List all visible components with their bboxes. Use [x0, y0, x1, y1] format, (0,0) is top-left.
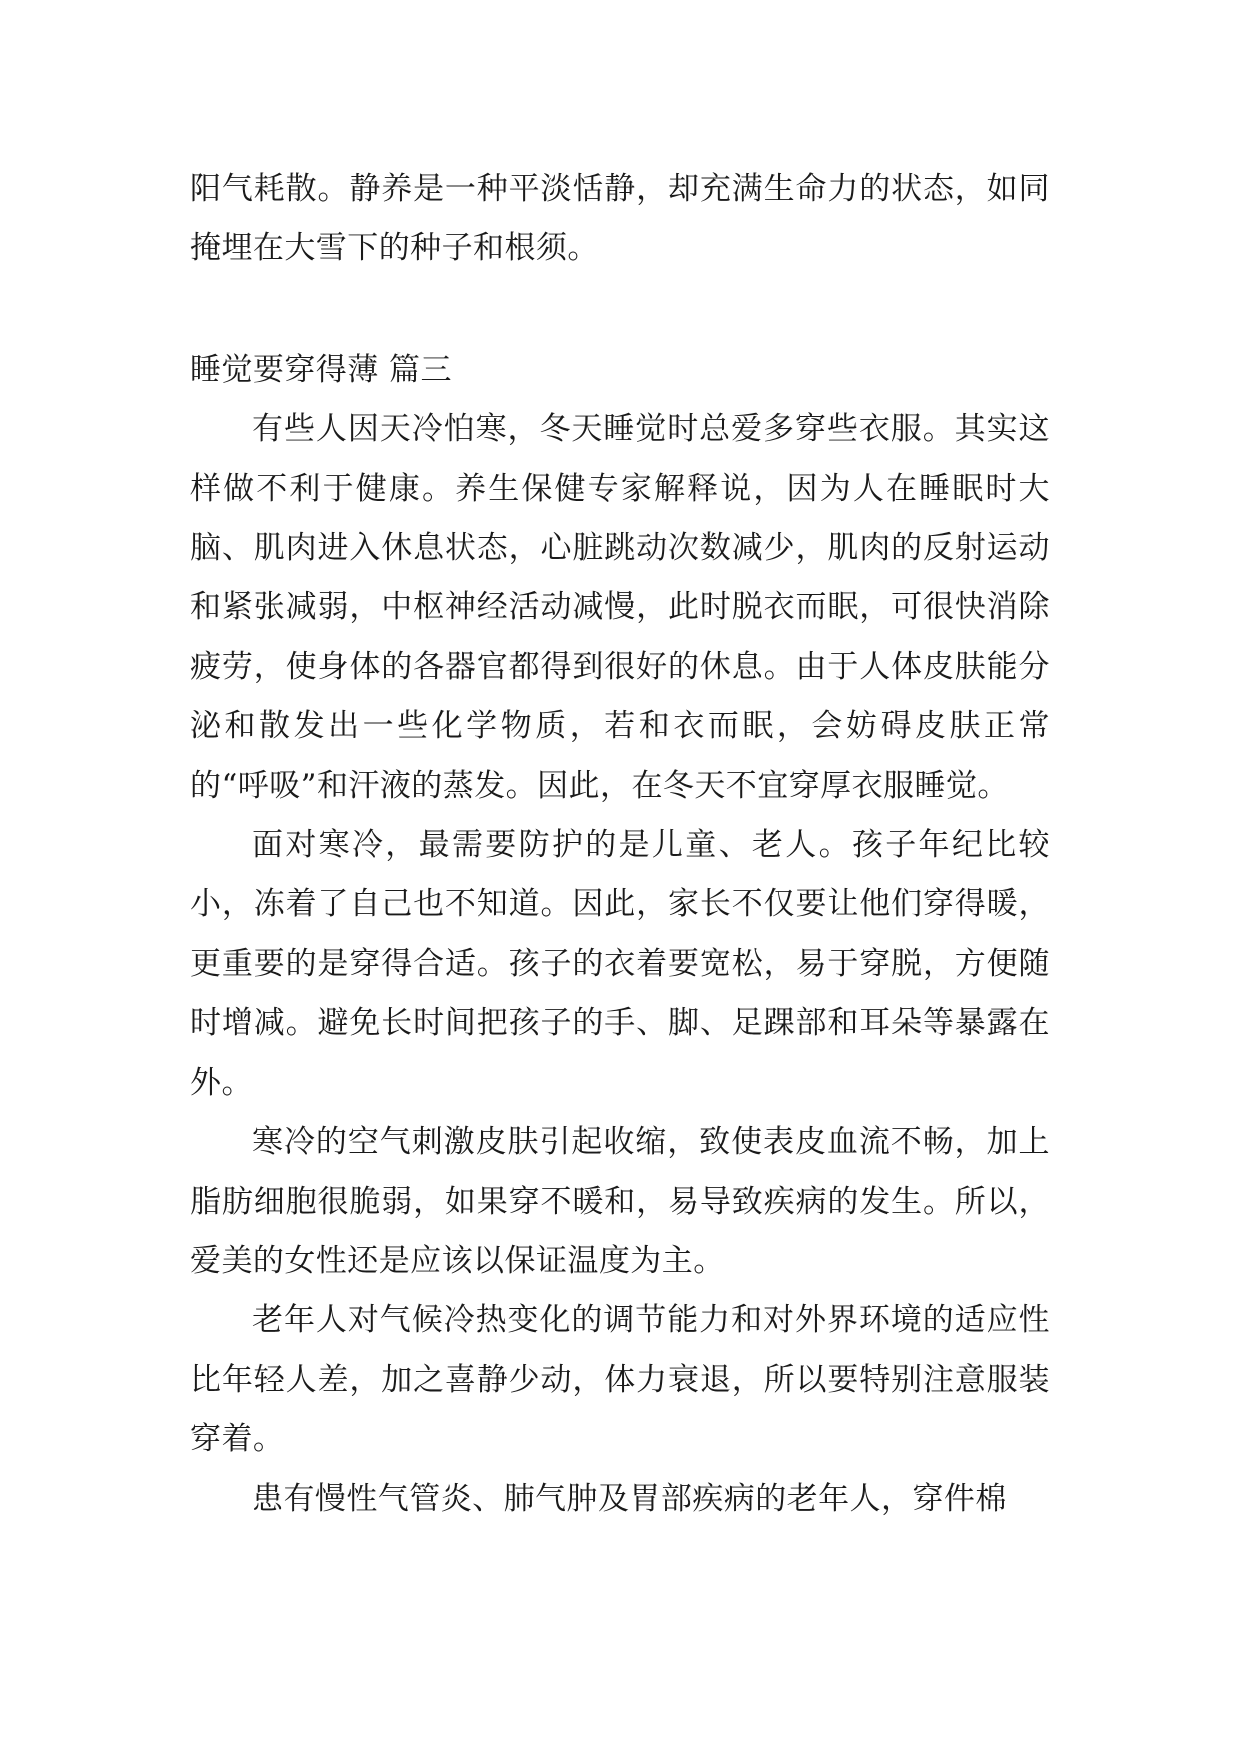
paragraph-children-protection: 面对寒冷，最需要防护的是儿童、老人。孩子年纪比较小，冻着了自己也不知道。因此，家长不仅要让他们穿得暖，更重要的是穿得合适。孩子的衣着要宽松，易于穿脱，方便随时增减。避免长时间把孩子的手、脚、足踝部和耳朵等暴露在外。 [190, 827, 1050, 1101]
paragraph-elderly-adaptation: 老年人对气候冷热变化的调节能力和对外界环境的适应性比年轻人差，加之喜静少动，体力衰退，所以要特别注意服装穿着。 [190, 1302, 1050, 1458]
paragraph-sleep-clothing: 有些人因天冷怕寒，冬天睡觉时总爱多穿些衣服。其实这样做不利于健康。养生保健专家解释说，因为人在睡眠时大脑、肌肉进入休息状态，心脏跳动次数减少，肌肉的反射运动和紧张减弱，中枢神经活动减慢，此时脱衣而眠，可很快消除疲劳，使身体的各器官都得到很好的休息。由于人体皮肤能分泌和散发出一些化学物质，若和衣而眠，会妨碍皮肤正常的“呼吸”和汗液的蒸发。因此，在冬天不宜穿厚衣服睡觉。 [190, 411, 1050, 804]
section-title: 睡觉要穿得薄 篇三 [190, 351, 452, 388]
section-pian-san [190, 341, 1050, 1529]
paragraph-elderly-illness: 患有慢性气管炎、肺气肿及胃部疾病的老年人，穿件棉 [252, 1480, 1007, 1517]
document-body [190, 160, 1050, 1529]
continuation-paragraph: 阳气耗散。静养是一种平淡恬静，却充满生命力的状态，如同掩埋在大雪下的种子和根须。 [190, 171, 1050, 267]
paragraph-women-warmth: 寒冷的空气刺激皮肤引起收缩，致使表皮血流不畅，加上脂肪细胞很脆弱，如果穿不暖和，易导致疾病的发生。所以，爱美的女性还是应该以保证温度为主。 [190, 1124, 1050, 1279]
